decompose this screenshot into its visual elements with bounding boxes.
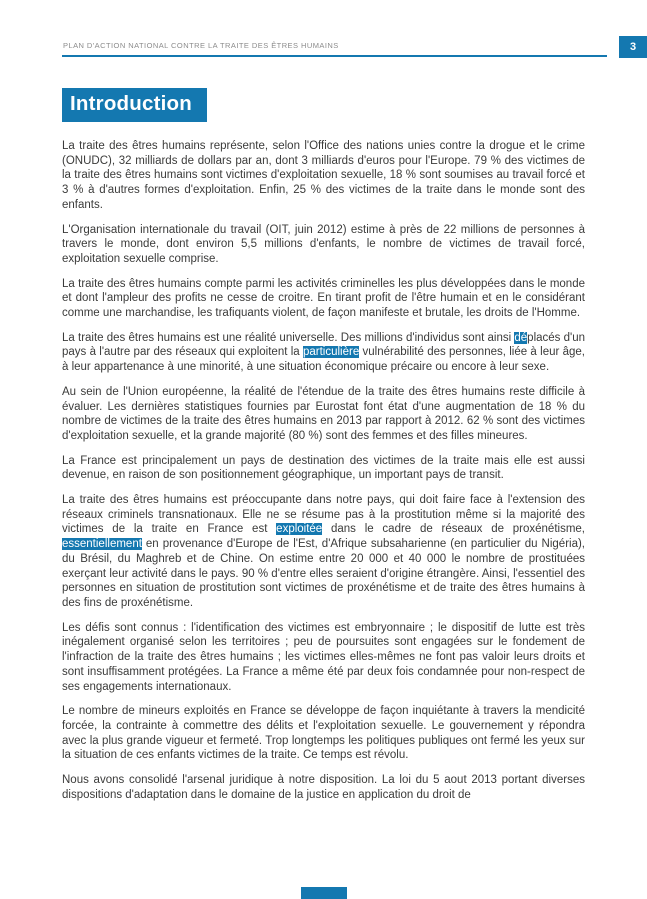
body-paragraph	[62, 139, 585, 213]
highlighted-text: essentiellement	[62, 538, 142, 551]
paragraph-text: Au sein de l'Union européenne, la réalité de l'étendue de la traite des êtres humains reste difficile à évaluer. Les dernières statistiques fournies par Eurostat font état d'une augmentation de 18 % du nombre de victimes de la traite des êtres humains en 2013 par rapport à 2012. 62 % sont des victimes d'exploitation sexuelle, et la grande majorité (80 %) sont des femmes et des filles mineures.	[62, 385, 585, 442]
body-paragraph	[62, 454, 585, 483]
highlighted-text: dé	[514, 331, 528, 344]
paragraph-text: placés d'un pays à l'autre par des réseaux qui exploitent la	[62, 331, 586, 359]
paragraph-text: L'Organisation internationale du travail (OIT, juin 2012) estime à près de 22 millions de personnes à travers le monde, dont environ 5,5 millions d'enfants, le nombre de victimes de travail forcé, exploitation sexuelle comprise.	[62, 223, 585, 265]
body-paragraph	[62, 385, 585, 444]
paragraph-text: Nous avons consolidé l'arsenal juridique à notre disposition. La loi du 5 aout 2013 portant diverses dispositions d'adaptation dans le domaine de la justice en application du droit de	[62, 774, 585, 801]
body-paragraph	[62, 704, 585, 763]
paragraph-text: en provenance d'Europe de l'Est, d'Afrique subsaharienne (en particulier du Nigéria), du Brésil, du Maghreb et de Chine. On estime entre 20 000 et 40 000 le nombre de prostituées exerçant leur activité dans le pays. 90 % d'entre elles seraient d'origine étrangère. Ainsi, l'essentiel des personnes en situation de prostitution sont victimes de proxénétisme et de traite des êtres humains à des fins de proxénétisme.	[62, 538, 585, 609]
paragraph-text: La traite des êtres humains compte parmi les activités criminelles les plus développées dans le monde et dont l'ampleur des profits ne cesse de croitre. En tirant profit de l'être humain et en le considérant comme une marchandise, les trafiquants violent, de façon manifeste et brutale, les droits de l'Homme.	[62, 277, 585, 320]
paragraph-text: Le nombre de mineurs exploités en France se développe de façon inquiétante à travers la mendicité forcée, la contrainte à commettre des délits et l'exploitation sexuelle. Le gouvernement y répondra avec la plus grande vigueur et fermeté. Trop longtemps les politiques publiques ont fermé les yeux sur la situation de ces enfants victimes de la traite. Ce temps est révolu.	[62, 705, 585, 762]
highlighted-text: exploitée	[276, 523, 323, 536]
body-paragraph	[62, 277, 585, 321]
body-paragraph	[62, 223, 585, 267]
body-paragraph	[62, 493, 585, 611]
footer-mark	[301, 887, 347, 899]
paragraph-text: vulnérabilité des personnes, liée à leur âge, à leur appartenance à une minorité, à une situation économique précaire ou encore à leur sexe.	[62, 346, 585, 374]
paragraph-text: La France est principalement un pays de destination des victimes de la traite mais elle est aussi devenue, en raison de son positionnement géographique, un important pays de transit.	[62, 454, 585, 482]
section-title: Introduction	[62, 88, 207, 122]
paragraph-text: La traite des êtres humains représente, selon l'Office des nations unies contre la drogue et le crime (ONUDC), 32 milliards de dollars par an, dont 3 milliards d'euros pour l'Europe. 79 % des victimes de la traite des êtres humains sont victimes d'exploitation sexuelle, 18 % sont soumises au travail forcé et 3 % à d'autres formes d'exploitation. Enfin, 25 % des victimes de la traite dans le monde sont des enfants.	[62, 140, 585, 211]
highlighted-text: particulière	[302, 346, 360, 359]
body-paragraph	[62, 331, 585, 375]
body-paragraph	[62, 773, 585, 802]
body-paragraph	[62, 621, 585, 695]
paragraph-text: Les défis sont connus : l'identification des victimes est embryonnaire ; le dispositif de lutte est très inégalement organisé selon les territoires ; peu de poursuites sont engagées sur le fondement de l'infraction de la traite des êtres humains ; les victimes elles-mêmes ne font pas valoir leurs droits et sont insuffisamment protégées. La France a même été par deux fois condamnée pour non-respect de ses engagements internationaux.	[62, 621, 585, 693]
paragraph-text: La traite des êtres humains est une réalité universelle. Des millions d'individus sont ainsi	[62, 331, 515, 344]
running-header-title: PLAN D'ACTION NATIONAL CONTRE LA TRAITE DES ÊTRES HUMAINS	[63, 41, 339, 50]
header-rule	[62, 55, 607, 57]
paragraph-text: La traite des êtres humains est préoccupante dans notre pays, qui doit faire face à l'extension des réseaux criminels transnationaux. Elle ne se résume pas à la prostitution même si la majorité des victimes de la traite en France est	[62, 494, 585, 536]
body-paragraphs	[62, 139, 585, 812]
paragraph-text: dans le cadre de réseaux de proxénétisme,	[322, 523, 585, 536]
page-number-badge: 3	[619, 36, 647, 58]
